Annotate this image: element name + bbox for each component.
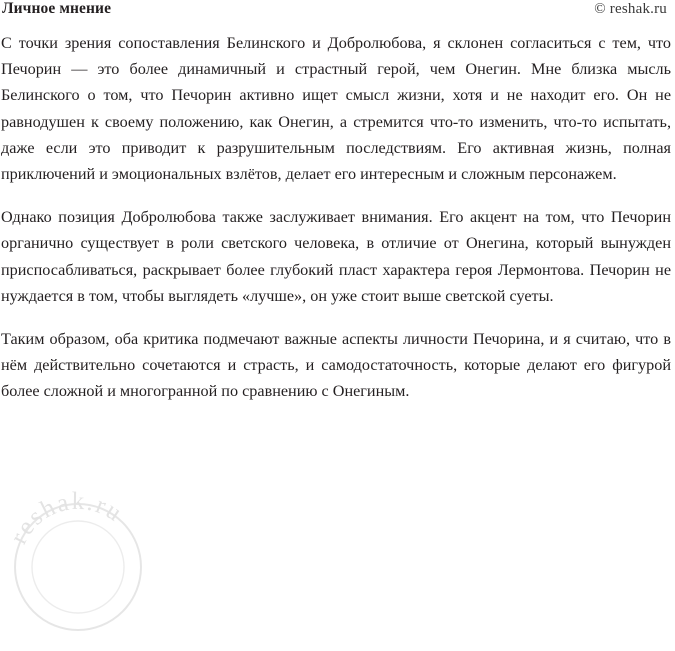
svg-text:reshak.ru: reshak.ru (5, 487, 128, 549)
paragraph: С точки зрения сопоставления Белинского и Добролюбова, я склонен согласиться с тем, что Печорин — это более динамичный и страстный герой, чем Онегин. Мне близка мысль Белинского о том, что Печорин активно ищет смысл жизни, хотя и не находит его. Он не равнодушен к своему положению, как Онегин, а стремится что-то изменить, что-то испытать, даже если это приводит к разрушительным последствиям. Его активная жизнь, полная приключений и эмоциональных взлётов, делает его интересным и сложным персонажем. (1, 34, 671, 184)
copyright-watermark: © reshak.ru (594, 1, 667, 17)
reshak-stamp-watermark (0, 483, 162, 651)
document-body (1, 30, 671, 405)
document-header (1, 0, 671, 26)
page-title: Личное мнение (2, 0, 112, 17)
paragraph: Однако позиция Добролюбова также заслуживает внимания. Его акцент на том, что Печорин органично существует в роли светского человека, в отличие от Онегина, который вынужден приспосабливаться, раскрывает более глубокий пласт характера героя Лермонтова. Печорин не нуждается в том, чтобы выглядеть «лучше», он уже стоит выше светской суеты. (1, 208, 671, 305)
paragraph: Таким образом, оба критика подмечают важные аспекты личности Печорина, и я считаю, что в нём действительно сочетаются и страсть, и самодостаточность, которые делают его фигурой более сложной и многогранной по сравнению с Онегиным. (1, 330, 671, 401)
